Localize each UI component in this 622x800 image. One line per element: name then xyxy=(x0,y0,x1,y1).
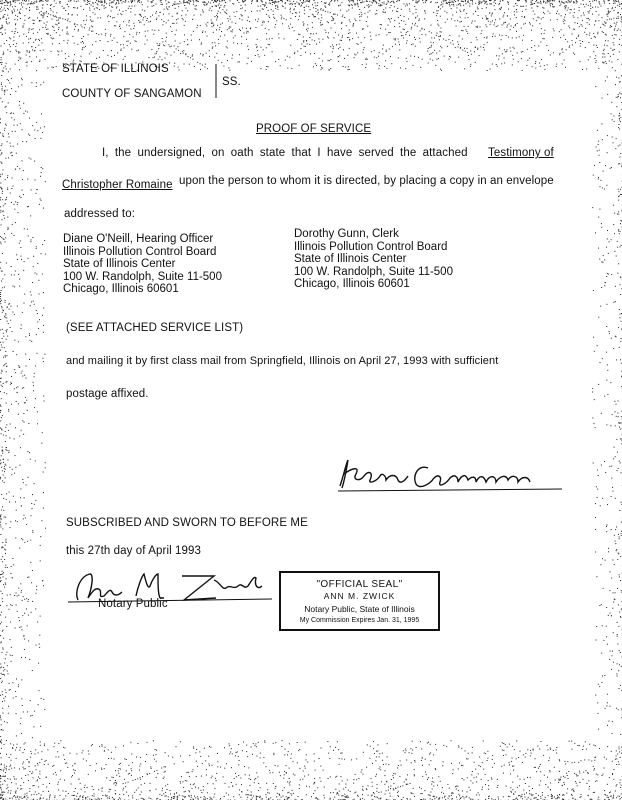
recipient-address-1 xyxy=(63,233,222,296)
recipient-center: State of Illinois Center xyxy=(294,253,407,265)
state-line: STATE OF ILLINOIS xyxy=(62,63,169,75)
recipient-address-2 xyxy=(294,228,453,291)
seal-expiry: My Commission Expires Jan. 31, 1995 xyxy=(299,617,420,624)
recipient-center: State of Illinois Center xyxy=(63,258,176,270)
notary-signature xyxy=(64,566,274,610)
mailing-line-2: postage affixed. xyxy=(66,388,149,400)
recipient-city: Chicago, Illinois 60601 xyxy=(63,283,179,295)
recipient-name: Diane O'Neill, Hearing Officer xyxy=(63,233,214,245)
seal-name: ANN M. ZWICK xyxy=(323,591,396,601)
official-seal-stamp xyxy=(279,571,440,631)
notary-label: Notary Public xyxy=(98,598,168,610)
recipient-org: Illinois Pollution Control Board xyxy=(63,245,217,258)
jurat-date: this 27th day of April 1993 xyxy=(66,545,202,557)
body-line-1: I, the undersigned, on oath state that I have served the attached xyxy=(102,147,468,159)
recipient-street: 100 W. Randolph, Suite 11-500 xyxy=(63,270,222,283)
seal-role: Notary Public, State of Illinois xyxy=(304,604,415,614)
document-title: PROOF OF SERVICE xyxy=(256,123,372,135)
service-list-note: (SEE ATTACHED SERVICE LIST) xyxy=(66,322,244,334)
recipient-street: 100 W. Randolph, Suite 11-500 xyxy=(294,265,453,278)
ss-label: SS. xyxy=(222,76,241,88)
mailing-line-1: and mailing it by first class mail from Springfield, Illinois on April 27, 1993 with sufficient xyxy=(66,355,499,367)
recipient-org: Illinois Pollution Control Board xyxy=(294,240,448,253)
seal-title: "OFFICIAL SEAL" xyxy=(316,579,403,590)
recipient-name: Dorothy Gunn, Clerk xyxy=(294,228,399,240)
body-line-2: upon the person to whom it is directed, by placing a copy in an envelope xyxy=(179,175,554,187)
jurat-heading: SUBSCRIBED AND SWORN TO BEFORE ME xyxy=(66,517,308,529)
body-line-3: addressed to: xyxy=(64,208,135,220)
testimony-title-part2: Christopher Romaine xyxy=(62,179,173,191)
recipient-city: Chicago, Illinois 60601 xyxy=(294,278,410,290)
county-line: COUNTY OF SANGAMON xyxy=(62,88,202,100)
testimony-title-part1: Testimony of xyxy=(488,147,554,159)
server-signature xyxy=(330,454,565,494)
